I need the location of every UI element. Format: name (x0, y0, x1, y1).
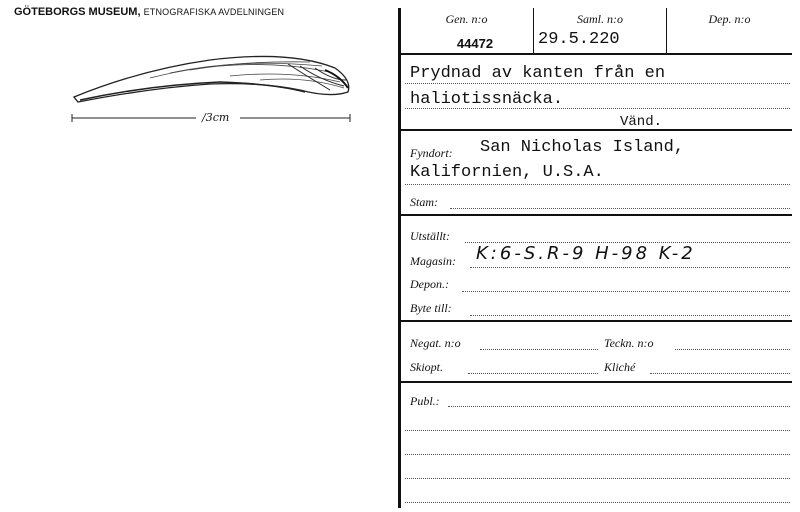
locality-bottom-rule (400, 214, 792, 216)
gen-value: 44472 (456, 36, 494, 51)
fyndort-line-2: Kalifornien, U.S.A. (410, 163, 604, 182)
storage-bottom-rule (400, 320, 792, 322)
description-line-1: Prydnad av kanten från en (410, 64, 666, 83)
department-name: ETNOGRAFISKA AVDELNINGEN (143, 7, 285, 17)
saml-label: Saml. n:o (577, 12, 623, 26)
byte-label: Byte till: (410, 301, 452, 315)
description-bottom-rule (400, 129, 792, 131)
depon-label: Depon.: (410, 277, 449, 291)
description-line-2: haliotissnäcka. (410, 90, 564, 109)
magasin-label: Magasin: (410, 254, 456, 268)
skiopt-label: Skiopt. (410, 360, 443, 374)
kliche-label: Kliché (604, 360, 636, 374)
fyndort-line-1: San Nicholas Island, (480, 138, 685, 157)
turn-over-note: Vänd. (620, 114, 663, 130)
dep-label: Dep. n:o (708, 12, 751, 26)
utstallt-label: Utställt: (410, 229, 451, 243)
museum-header (14, 6, 284, 18)
gen-label: Gen. n:o (445, 12, 488, 26)
magasin-value: K:6-S.R-9 H-98 K-2 (476, 243, 696, 264)
shell-ornament-sketch (60, 40, 360, 140)
fyndort-label: Fyndort: (410, 146, 453, 160)
photo-bottom-rule (400, 381, 792, 383)
header-bottom-rule (400, 53, 792, 55)
stam-label: Stam: (410, 195, 438, 209)
publ-label: Publ.: (410, 394, 440, 408)
teckn-label: Teckn. n:o (604, 336, 654, 350)
scale-label: /3cm (202, 111, 230, 124)
negat-label: Negat. n:o (410, 336, 461, 350)
museum-name: GÖTEBORGS MUSEUM, (14, 6, 141, 18)
card-left-border (398, 8, 401, 508)
saml-value: 29.5.220 (538, 30, 620, 49)
